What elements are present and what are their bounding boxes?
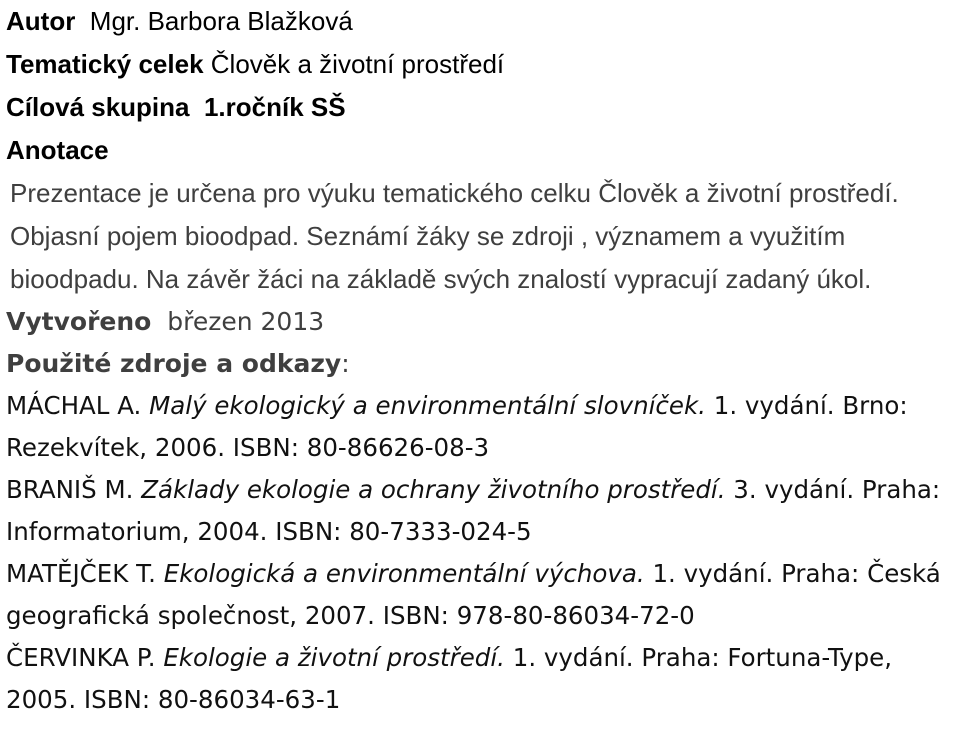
reference-title: Ekologie a životní prostředí. bbox=[163, 643, 505, 672]
annotation-heading bbox=[6, 129, 960, 172]
author-value: Mgr. Barbora Blažková bbox=[89, 6, 353, 36]
sources-heading: Použité zdroje a odkazy bbox=[6, 349, 342, 378]
reference-title: Ekologická a environmentální výchova. bbox=[163, 559, 645, 588]
reference-item bbox=[6, 637, 958, 721]
reference-details: 1. vydání. Praha: Fortuna-Type, 2005. ISBN: 80-86034-63-1 bbox=[6, 643, 893, 714]
reference-author: MÁCHAL A. bbox=[6, 391, 142, 420]
audience-line bbox=[6, 86, 960, 129]
reference-details: 1. vydání. Brno: Rezekvítek, 2006. ISBN: 80-86626-08-3 bbox=[6, 391, 908, 462]
author-label: Autor bbox=[6, 6, 76, 36]
reference-title: Základy ekologie a ochrany životního prostředí. bbox=[141, 475, 726, 504]
reference-title: Malý ekologický a environmentální slovníček. bbox=[149, 391, 706, 420]
audience-label: Cílová skupina bbox=[6, 92, 190, 122]
sources-heading-colon: : bbox=[341, 349, 350, 378]
reference-author: ČERVINKA P. bbox=[6, 643, 156, 672]
reference-details: 1. vydání. Praha: Česká geografická společnost, 2007. ISBN: 978-80-86034-72-0 bbox=[6, 559, 941, 630]
reference-author: MATĚJČEK T. bbox=[6, 559, 156, 588]
annotation-block bbox=[6, 172, 956, 301]
author-line bbox=[6, 0, 960, 43]
reference-author: BRANIŠ M. bbox=[6, 475, 134, 504]
topic-value: Člověk a životní prostředí bbox=[210, 49, 505, 79]
reference-item bbox=[6, 469, 958, 553]
annotation-label: Anotace bbox=[6, 135, 109, 165]
reference-details: 3. vydání. Praha: Informatorium, 2004. ISBN: 80-7333-024-5 bbox=[6, 475, 941, 546]
created-line bbox=[6, 301, 960, 343]
audience-value: 1.ročník SŠ bbox=[203, 92, 346, 122]
reference-list bbox=[6, 385, 960, 721]
topic-line bbox=[6, 43, 960, 86]
created-label: Vytvořeno bbox=[6, 307, 152, 336]
reference-item bbox=[6, 385, 958, 469]
annotation-text: Prezentace je určena pro výuku tematického celku Člověk a životní prostředí. Objasní pojem bioodpad. Seznámí žáky se zdroji , významem a využitím bioodpadu. Na závěr žáci na základě svých znalostí vypracují zadaný úkol. bbox=[10, 178, 899, 294]
reference-item bbox=[6, 553, 958, 637]
topic-label: Tematický celek bbox=[6, 49, 204, 79]
sources-heading-line bbox=[6, 343, 960, 385]
created-value: březen 2013 bbox=[167, 307, 325, 336]
